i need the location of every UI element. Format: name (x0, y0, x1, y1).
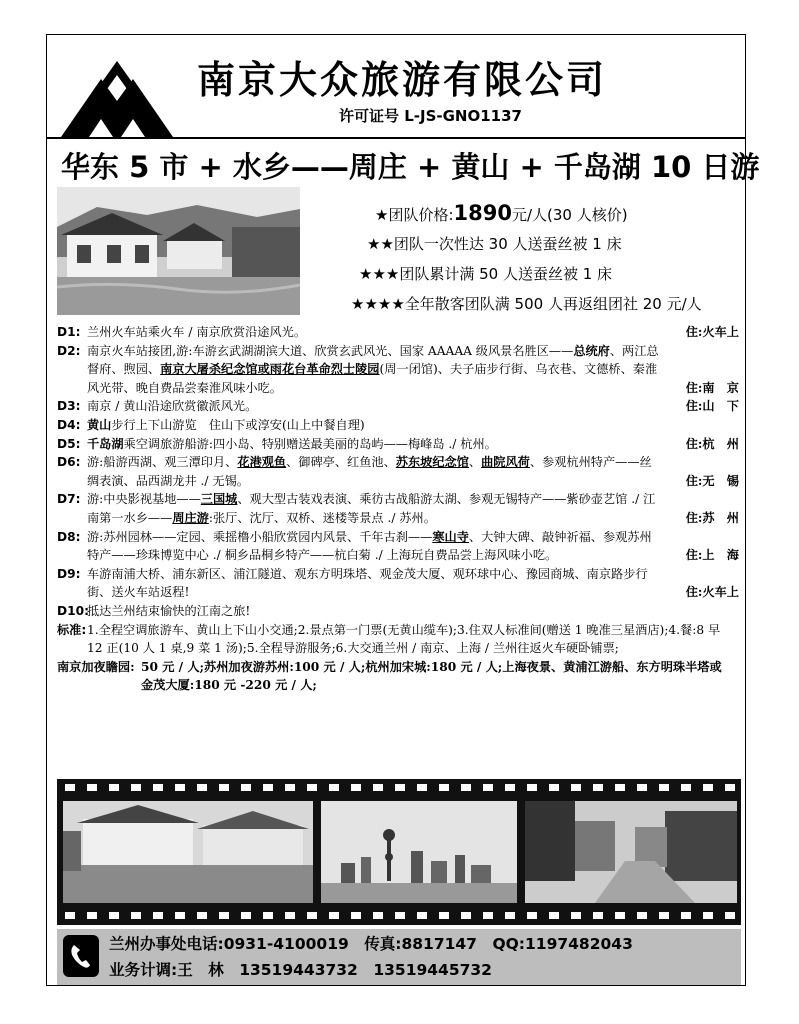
optional-night-tours: 南京加夜瞻园: 50 元 / 人;苏州加夜游苏州:100 元 / 人;杭州加宋城:180 元 / 人;上海夜景、黄浦江游船、东方明珠半塔或金茂大厦:180 元 -220 元 / 人; (57, 659, 722, 693)
film-holes-bottom (57, 911, 741, 921)
film-hole (329, 784, 339, 791)
film-hole (703, 912, 713, 919)
film-hole (153, 784, 163, 791)
stay-location: 住:山 下 (685, 399, 739, 414)
price-unit: 元/人(30 人核价) (511, 206, 628, 224)
promo-500: ★★★★全年散客团队满 500 人再返组团社 20 元/人 (351, 295, 702, 313)
film-hole (373, 784, 383, 791)
film-hole (65, 784, 75, 791)
day-6: D6: 游:船游西湖、观三潭印月、花港观鱼、御碑亭、红鱼池、苏东坡纪念馆、曲院风荷、参观杭州特产——丝绸表演、品西湖龙井 ./ 无锡。 住:无 锡 (57, 453, 741, 490)
film-hole (725, 912, 735, 919)
film-hole (505, 784, 515, 791)
film-hole (197, 784, 207, 791)
film-hole (527, 912, 537, 919)
film-hole (87, 912, 97, 919)
river-alley-photo (525, 801, 737, 903)
film-hole (615, 912, 625, 919)
film-hole (285, 784, 295, 791)
film-hole (549, 784, 559, 791)
film-hole (241, 784, 251, 791)
film-holes-top (57, 783, 741, 793)
canal-town-photo (63, 801, 313, 903)
contact-footer (57, 929, 741, 985)
film-hole (571, 912, 581, 919)
film-hole (703, 784, 713, 791)
water-town-photo (57, 187, 300, 315)
price-group (375, 201, 628, 225)
film-hole (571, 784, 581, 791)
company-logo (61, 53, 173, 137)
film-hole (615, 784, 625, 791)
stay-location: 住:火车上 (685, 325, 739, 339)
film-hole (329, 912, 339, 919)
film-hole (527, 784, 537, 791)
film-hole (681, 784, 691, 791)
film-hole (109, 784, 119, 791)
film-hole (395, 784, 405, 791)
film-hole (659, 784, 669, 791)
itinerary (57, 323, 741, 695)
film-hole (417, 912, 427, 919)
film-hole (373, 912, 383, 919)
film-hole (461, 912, 471, 919)
film-hole (439, 912, 449, 919)
service-standard: 标准: 1.全程空调旅游车、黄山上下山小交通;2.景点第一门票(无黄山缆车);3.住双人标准间(赠送 1 晚准三星酒店);4.餐:8 早 12 正(10 人 1 桌,9 菜 1 汤);5.全程导游服务;6.大交通兰州 / 南京、上海 / 兰州往返火车硬卧铺票; (57, 622, 721, 656)
license-number: 许可证号 L-JS-GNO1137 (339, 107, 522, 125)
film-strip (57, 779, 741, 925)
day-8: D8: 游:苏州园林——定园、乘摇橹小船欣赏园内风景、千年古刹——寒山寺、大钟大碑、敲钟祈福、参观苏州特产——珍珠博览中心 ./ 桐乡品桐乡特产——杭白菊 ./ 上海玩自费品尝上海风味小吃。 住:上 海 (57, 528, 741, 565)
promo-50: ★★★团队累计满 50 人送蚕丝被 1 床 (359, 265, 613, 283)
film-hole (219, 784, 229, 791)
film-hole (637, 784, 647, 791)
stay-location: 住:南 京 (685, 380, 739, 395)
film-hole (175, 784, 185, 791)
film-hole (395, 912, 405, 919)
film-hole (549, 912, 559, 919)
film-hole (659, 912, 669, 919)
sales-contact: 业务计调:王 林 13519443732 13519445732 (109, 961, 492, 979)
price-value: 1890 (453, 201, 512, 225)
film-hole (307, 784, 317, 791)
film-hole (153, 912, 163, 919)
film-hole (417, 784, 427, 791)
film-hole (483, 912, 493, 919)
film-hole (197, 912, 207, 919)
film-hole (175, 912, 185, 919)
film-hole (285, 912, 295, 919)
day-9: D9: 车游南浦大桥、浦东新区、浦江隧道、观东方明珠塔、观金茂大厦、观环球中心、豫园商城、南京路步行街、送火车站返程! 住:火车上 (57, 565, 741, 602)
film-hole (87, 784, 97, 791)
stay-location: 住:无 锡 (685, 473, 739, 488)
stay-location: 住:苏 州 (685, 510, 739, 525)
stay-location: 住:杭 州 (685, 436, 739, 451)
film-hole (439, 784, 449, 791)
price-label: ★团队价格: (375, 206, 454, 224)
day-7: D7: 游:中央影视基地——三国城、观大型古装戏表演、乘彷古战船游太湖、参观无锡特产——紫砂壶艺馆 ./ 江南第一水乡——周庄游:张厅、沈厅、双桥、迷楼等景点 ./ 苏州。 住:苏 州 (57, 490, 741, 527)
film-hole (131, 912, 141, 919)
tour-title: 华东 5 市 + 水乡——周庄 + 黄山 + 千岛湖 10 日游 (61, 150, 760, 184)
divider (47, 137, 745, 139)
film-hole (109, 912, 119, 919)
film-hole (593, 784, 603, 791)
company-name: 南京大众旅游有限公司 (197, 58, 608, 102)
stay-location: 住:火车上 (685, 585, 739, 600)
film-hole (263, 912, 273, 919)
film-hole (131, 784, 141, 791)
film-hole (219, 912, 229, 919)
film-hole (681, 912, 691, 919)
film-hole (351, 912, 361, 919)
header (47, 35, 760, 184)
film-hole (65, 912, 75, 919)
flyer (46, 34, 760, 986)
office-contact: 兰州办事处电话:0931-4100019 传真:8817147 QQ:1197482043 (109, 935, 633, 953)
film-hole (637, 912, 647, 919)
day-2: D2: 南京火车站接团,游:车游玄武湖湖滨大道、欣赏玄武风光、国家 AAAAA 级风景名胜区——总统府、两江总督府、煦园、南京大屠杀纪念馆或雨花台革命烈士陵园(周一闭馆)、夫子庙步行街、乌衣巷、文德桥、秦淮风光带、晚自费品尝秦淮风味小吃。 住:南 京 (57, 342, 741, 398)
pudong-skyline-photo (321, 801, 517, 903)
day-3: D3: 南京 / 黄山沿途欣赏徽派风光。 住:山 下 (57, 397, 741, 416)
promo-30: ★★团队一次性达 30 人送蚕丝被 1 床 (367, 235, 622, 253)
day-4: D4: 黄山步行上下山游览 住山下或淳安(山上中餐自理) (57, 417, 365, 432)
stay-location: 住:上 海 (685, 548, 739, 563)
film-hole (351, 784, 361, 791)
film-hole (241, 912, 251, 919)
film-hole (263, 784, 273, 791)
film-hole (307, 912, 317, 919)
phone-icon (63, 935, 99, 977)
film-hole (725, 784, 735, 791)
film-hole (483, 784, 493, 791)
film-hole (461, 784, 471, 791)
day-1: D1: 兰州火车站乘火车 / 南京欣赏沿途风光。 住:火车上 (57, 323, 741, 342)
day-5: D5: 千岛湖乘空调旅游船游:四小岛、特别赠送最美丽的岛屿——梅峰岛 ./ 杭州。 住:杭 州 (57, 435, 741, 454)
film-hole (593, 912, 603, 919)
day-10: D10: 抵达兰州结束愉快的江南之旅! (57, 603, 251, 618)
film-hole (505, 912, 515, 919)
